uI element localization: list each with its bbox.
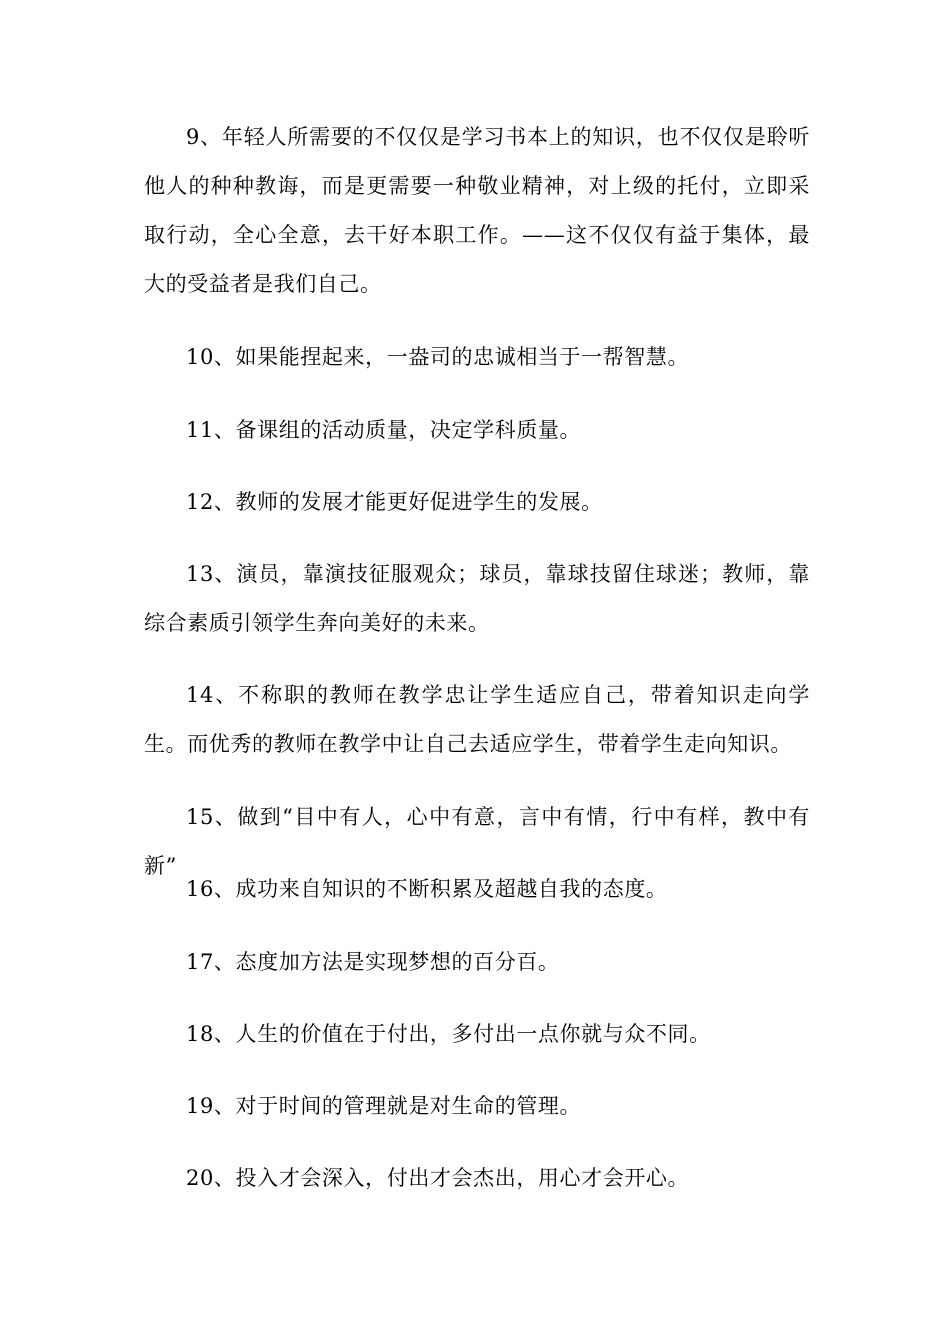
- paragraph-item-16: 16、成功来自知识的不断积累及超越自我的态度。: [186, 877, 668, 901]
- paragraph-item-15: 15、做到“目中有人，心中有意，言中有情，行中有样，教中有新”: [144, 805, 810, 878]
- paragraph-item-12: 12、教师的发展才能更好促进学生的发展。: [186, 490, 603, 514]
- paragraph-item-9: 9、年轻人所需要的不仅仅是学习书本上的知识，也不仅仅是聆听他人的种种教诲，而是更需要一种敬业精神，对上级的托付，立即采取行动，全心全意，去干好本职工作。——这不仅仅有益于集体，最大的受益者是我们自己。: [144, 125, 810, 296]
- paragraph-item-14: 14、不称职的教师在教学忠让学生适应自己，带着知识走向学生。而优秀的教师在教学中让自己去适应学生，带着学生走向知识。: [144, 683, 810, 756]
- paragraph-item-13: 13、演员，靠演技征服观众；球员，靠球技留住球迷；教师，靠综合素质引领学生奔向美好的未来。: [144, 562, 810, 635]
- paragraph-item-20: 20、投入才会深入，付出才会杰出，用心才会开心。: [186, 1166, 690, 1190]
- paragraph-item-10: 10、如果能捏起来，一盎司的忠诚相当于一帮智慧。: [186, 345, 690, 369]
- paragraph-item-19: 19、对于时间的管理就是对生命的管理。: [186, 1094, 582, 1118]
- paragraph-item-18: 18、人生的价值在于付出，多付出一点你就与众不同。: [186, 1022, 711, 1046]
- paragraph-item-17: 17、态度加方法是实现梦想的百分百。: [186, 950, 560, 974]
- paragraph-item-11: 11、备课组的活动质量，决定学科质量。: [186, 418, 582, 442]
